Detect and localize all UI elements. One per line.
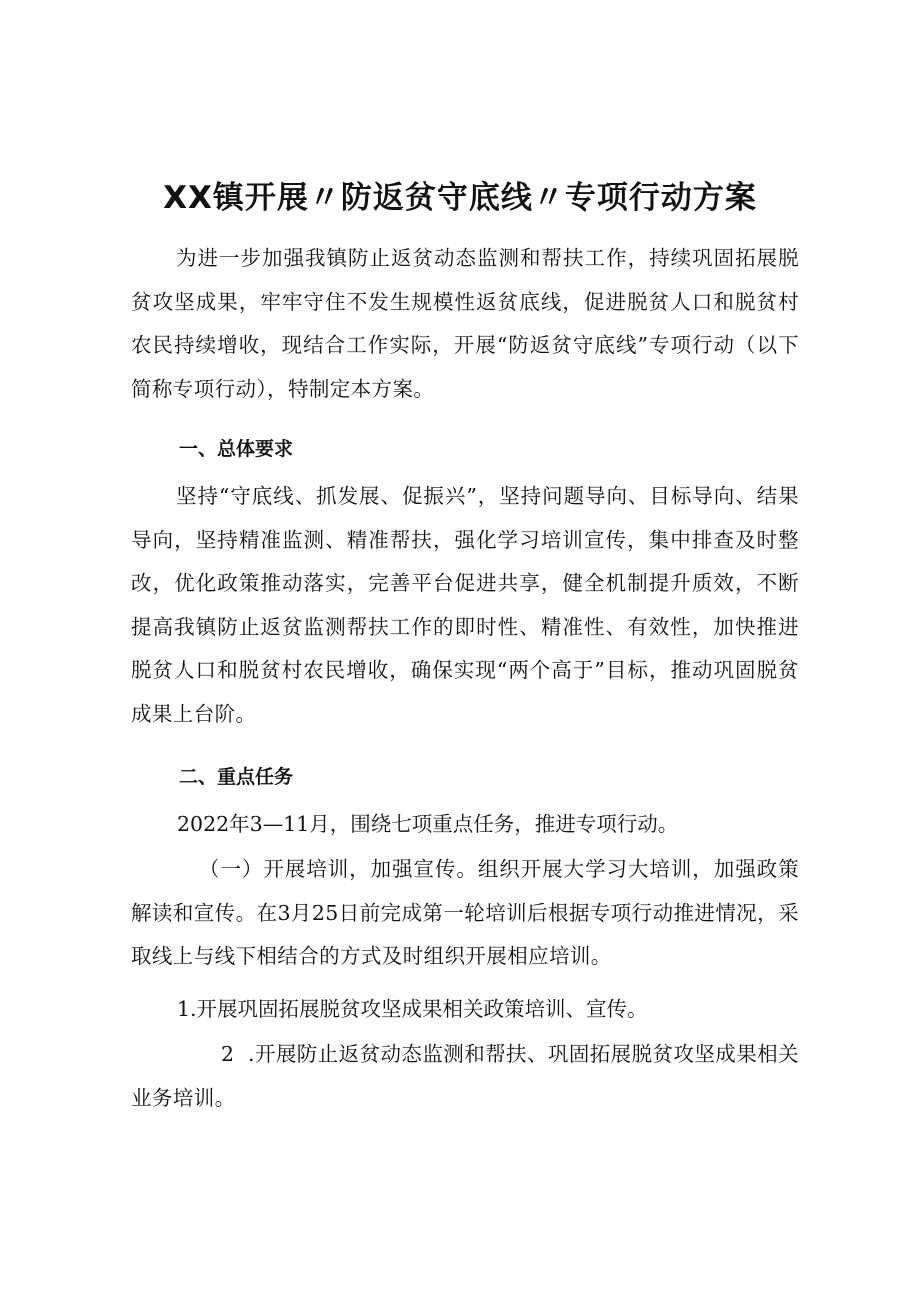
subsection-training-paragraph: （一）开展培训，加强宣传。组织开展大学习大培训，加强政策解读和宣传。在3月25日前完成第一轮培训后根据专项行动推进情况，采取线上与线下相结合的方式及时组织开展相应培训。 [131, 857, 799, 968]
list-item-2-text: .开展防止返贫动态监测和帮扶、巩固拓展脱贫攻坚成果相关业务培训。 [131, 1042, 799, 1110]
section-heading-overall-requirements: 一、总体要求 [179, 438, 294, 460]
list-item-1: 1.开展巩固拓展脱贫攻坚成果相关政策培训、宣传。 [177, 997, 648, 1021]
document-title: XX镇开展〃防返贫守底线〃专项行动方案 [163, 180, 757, 216]
list-item-2-number: 2 [221, 1042, 235, 1066]
intro-paragraph: 为进一步加强我镇防止返贫动态监测和帮扶工作，持续巩固拓展脱贫攻坚成果，牢牢守住不发生规模性返贫底线，促进脱贫人口和脱贫村农民持续增收，现结合工作实际，开展“防返贫守底线”专项行动（以下简称专项行动），特制定本方案。 [131, 246, 799, 401]
section-heading-key-tasks: 二、重点任务 [179, 766, 294, 788]
overall-requirements-paragraph: 坚持“守底线、抓发展、促振兴”，坚持问题导向、目标导向、结果导向，坚持精准监测、精准帮扶，强化学习培训宣传，集中排查及时整改，优化政策推动落实，完善平台促进共享，健全机制提升质效，不断提高我镇防止返贫监测帮扶工作的即时性、精准性、有效性，加快推进脱贫人口和脱贫村农民增收，确保实现“两个高于”目标，推动巩固脱贫成果上台阶。 [131, 484, 799, 726]
list-item-2 [131, 1033, 799, 1120]
key-tasks-lead: 2022年3—11月，围绕七项重点任务，推进专项行动。 [177, 812, 679, 836]
